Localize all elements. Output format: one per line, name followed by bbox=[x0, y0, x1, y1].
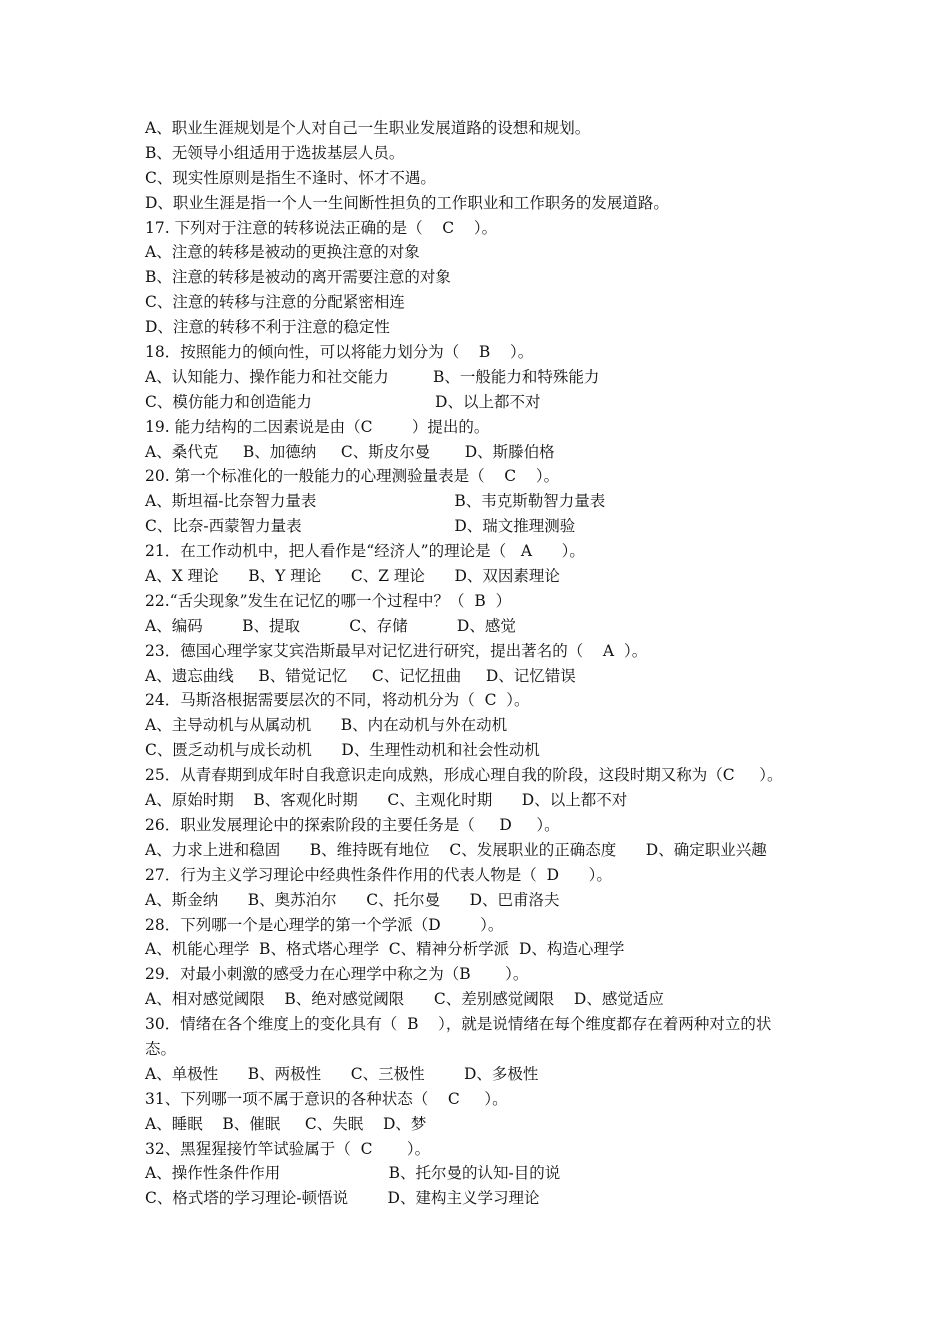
text-line: 态。 bbox=[145, 1039, 177, 1058]
question-25: 25．从青春期到成年时自我意识走向成熟，形成心理自我的阶段，这段时期又称为（C ）。 bbox=[145, 766, 783, 785]
text-line: A、桑代克 B、加德纳 C、斯皮尔曼 D、斯滕伯格 bbox=[145, 442, 555, 461]
text-line: C、注意的转移与注意的分配紧密相连 bbox=[145, 293, 405, 312]
question-23: 23．德国心理学家艾宾浩斯最早对记忆进行研究，提出著名的（ A ）。 bbox=[145, 641, 648, 660]
text-line: A、力求上进和稳固 B、维持既有地位 C、发展职业的正确态度 D、确定职业兴趣 bbox=[145, 840, 767, 859]
question-19: 19. 能力结构的二因素说是由（C ）提出的。 bbox=[145, 417, 490, 436]
question-26: 26．职业发展理论中的探索阶段的主要任务是（ D ）。 bbox=[145, 815, 560, 834]
question-30: 30．情绪在各个维度上的变化具有（ B ），就是说情绪在每个维度都存在着两种对立的状 bbox=[145, 1015, 772, 1034]
text-line: A、单极性 B、两极性 C、三极性 D、多极性 bbox=[145, 1064, 539, 1083]
text-line: A、机能心理学 B、格式塔心理学 C、精神分析学派 D、构造心理学 bbox=[145, 940, 625, 959]
text-line: A、睡眠 B、催眠 C、失眠 D、梦 bbox=[145, 1114, 427, 1133]
question-28: 28．下列哪一个是心理学的第一个学派（D ）。 bbox=[145, 915, 504, 934]
text-line: B、注意的转移是被动的离开需要注意的对象 bbox=[145, 268, 451, 287]
question-18: 18．按照能力的倾向性，可以将能力划分为（ B ）。 bbox=[145, 343, 534, 362]
text-line: D、职业生涯是指一个人一生间断性担负的工作职业和工作职务的发展道路。 bbox=[145, 193, 669, 212]
text-line: A、主导动机与从属动机 B、内在动机与外在动机 bbox=[145, 716, 508, 735]
question-21: 21．在工作动机中，把人看作是“经济人”的理论是（ A ）。 bbox=[145, 542, 585, 561]
text-line: A、X 理论 B、Y 理论 C、Z 理论 D、双因素理论 bbox=[145, 567, 560, 586]
text-line: D、注意的转移不利于注意的稳定性 bbox=[145, 318, 390, 337]
question-29: 29．对最小刺激的感受力在心理学中称之为（B ）。 bbox=[145, 965, 529, 984]
question-32: 32、黑猩猩接竹竿试验属于（ C ）。 bbox=[145, 1139, 431, 1158]
text-line: C、现实性原则是指生不逢时、怀才不遇。 bbox=[145, 168, 436, 187]
text-line: C、格式塔的学习理论-顿悟说 D、建构主义学习理论 bbox=[145, 1189, 540, 1208]
document-body bbox=[145, 116, 825, 1211]
text-line: C、模仿能力和创造能力 D、以上都不对 bbox=[145, 392, 541, 411]
text-line: A、遗忘曲线 B、错觉记忆 C、记忆扭曲 D、记忆错误 bbox=[145, 666, 576, 685]
text-line: A、编码 B、提取 C、存储 D、感觉 bbox=[145, 616, 516, 635]
text-line: A、职业生涯规划是个人对自己一生职业发展道路的设想和规划。 bbox=[145, 119, 591, 137]
text-line: A、原始时期 B、客观化时期 C、主观化时期 D、以上都不对 bbox=[145, 791, 628, 810]
text-line: A、注意的转移是被动的更换注意的对象 bbox=[145, 243, 420, 262]
question-24: 24．马斯洛根据需要层次的不同，将动机分为（ C ）。 bbox=[145, 691, 530, 710]
text-line: A、认知能力、操作能力和社交能力 B、一般能力和特殊能力 bbox=[145, 367, 600, 386]
question-20: 20. 第一个标准化的一般能力的心理测验量表是（ C ）。 bbox=[145, 467, 560, 486]
text-line: C、匮乏动机与成长动机 D、生理性动机和社会性动机 bbox=[145, 741, 540, 760]
question-22: 22.“舌尖现象”发生在记忆的哪一个过程中？（ B ） bbox=[145, 591, 512, 610]
text-line: A、斯金纳 B、奥苏泊尔 C、托尔曼 D、巴甫洛夫 bbox=[145, 890, 560, 909]
question-31: 31、下列哪一项不属于意识的各种状态（ C ）。 bbox=[145, 1089, 508, 1108]
text-line: C、比奈-西蒙智力量表 D、瑞文推理测验 bbox=[145, 517, 576, 536]
text-line: B、无领导小组适用于选拔基层人员。 bbox=[145, 143, 405, 162]
question-17: 17. 下列对于注意的转移说法正确的是（ C ）。 bbox=[145, 218, 498, 237]
text-line: A、操作性条件作用 B、托尔曼的认知-目的说 bbox=[145, 1164, 561, 1183]
text-line: A、斯坦福-比奈智力量表 B、韦克斯勒智力量表 bbox=[145, 492, 606, 511]
question-27: 27．行为主义学习理论中经典性条件作用的代表人物是（ D ）。 bbox=[145, 865, 612, 884]
text-line: A、相对感觉阈限 B、绝对感觉阈限 C、差别感觉阈限 D、感觉适应 bbox=[145, 990, 664, 1009]
